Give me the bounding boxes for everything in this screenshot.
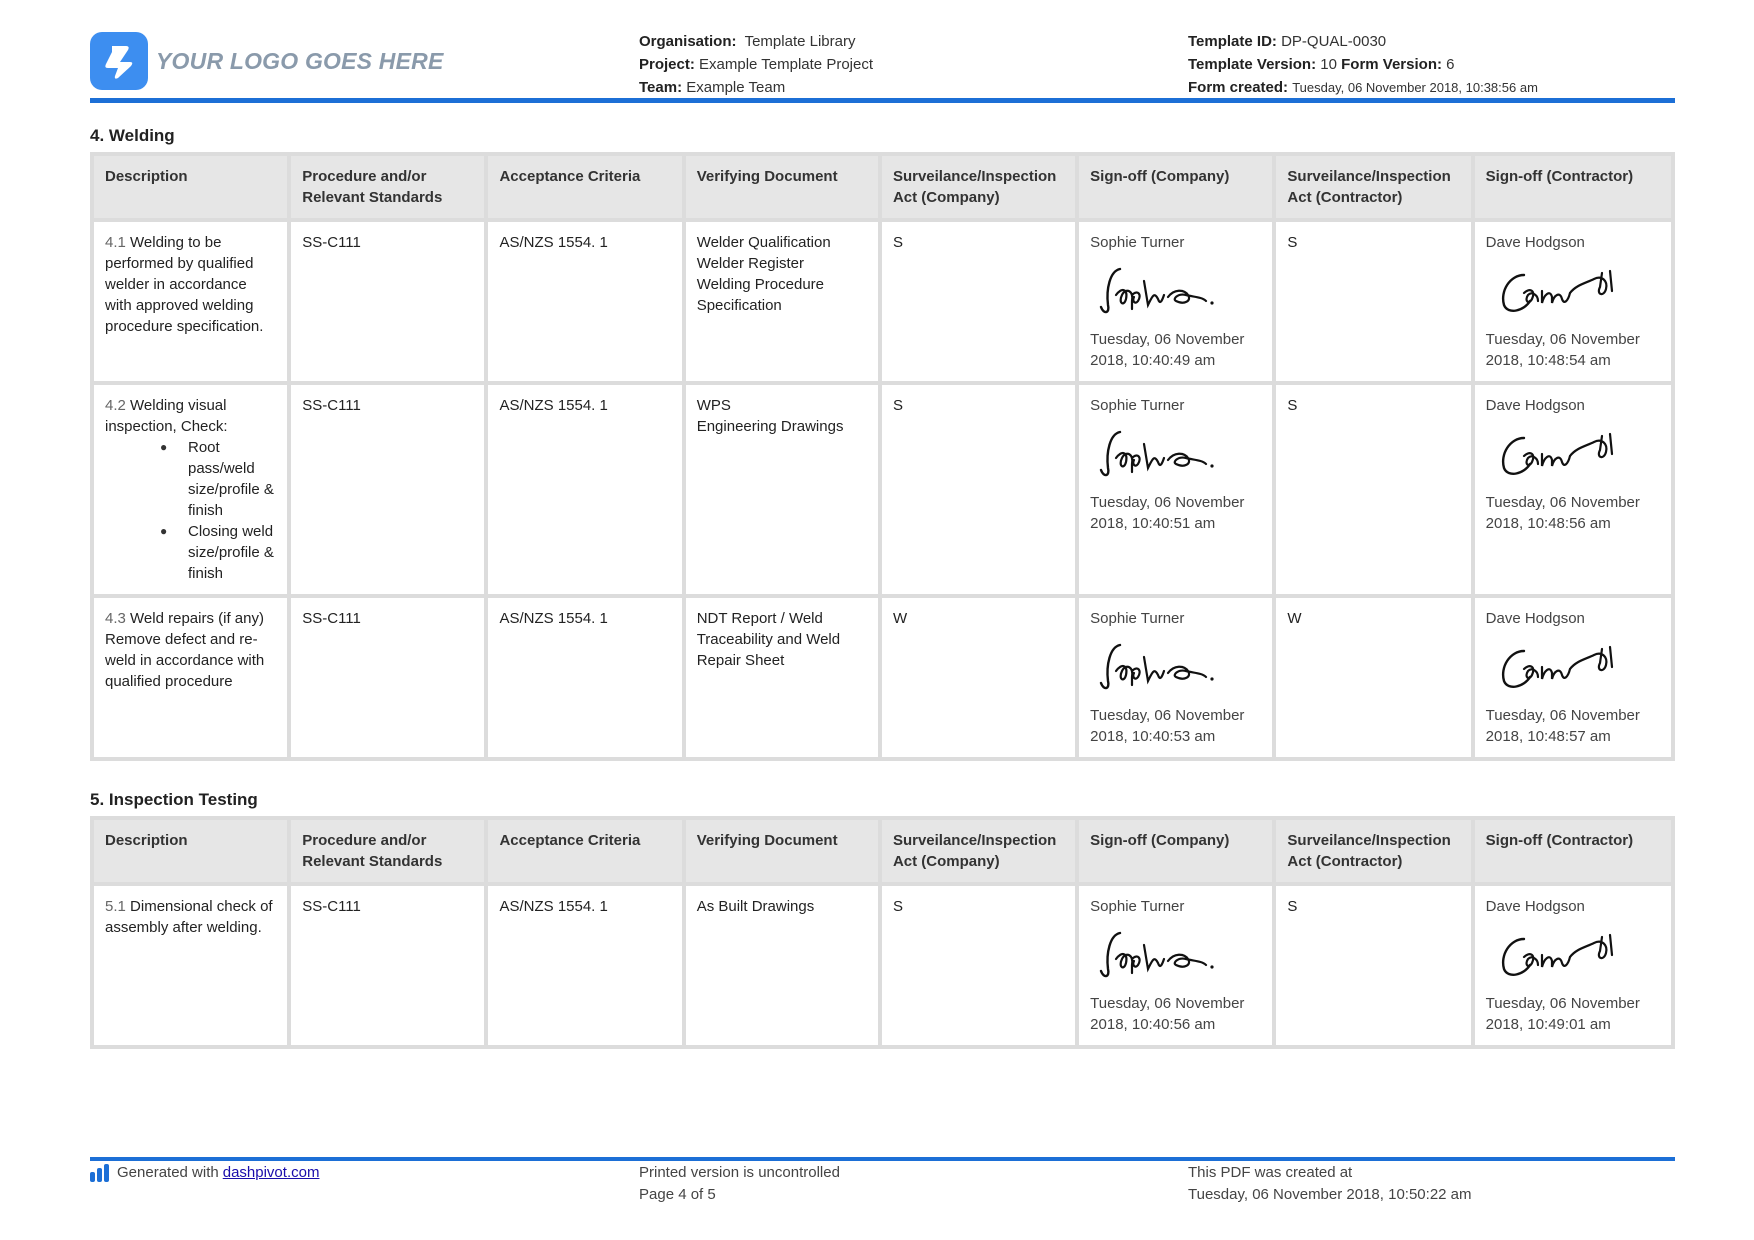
- dashpivot-link[interactable]: dashpivot.com: [222, 1164, 320, 1181]
- table-row: [92, 884, 1673, 1047]
- contractor-signature-image: [1494, 424, 1624, 484]
- act-company-cell: S: [880, 220, 1077, 383]
- company-signoff-timestamp: Tuesday, 06 November 2018, 10:40:49 am: [1090, 331, 1245, 369]
- contractor-signoff-timestamp: Tuesday, 06 November 2018, 10:48:54 am: [1485, 331, 1640, 369]
- logo-icon: [90, 32, 148, 90]
- footer-divider: [90, 1157, 1675, 1161]
- uncontrolled-text: Printed version is uncontrolled: [639, 1164, 840, 1181]
- dashpivot-bars-icon: [90, 1164, 111, 1182]
- team-value: Example Team: [686, 79, 786, 96]
- item-number: 4.1: [105, 234, 126, 251]
- table-row: [92, 596, 1673, 759]
- footer-print-info: [639, 1162, 840, 1206]
- verifying-document-cell: [684, 596, 880, 759]
- verifying-document: WPS: [696, 397, 731, 414]
- column-header-acceptance: Acceptance Criteria: [486, 154, 683, 220]
- company-signer-name: Sophie Turner: [1090, 397, 1185, 414]
- form-version-value: 6: [1446, 56, 1455, 73]
- procedure-cell: SS-C111: [289, 383, 486, 596]
- contractor-signer-name: Dave Hodgson: [1485, 234, 1585, 251]
- column-header-signoff-company: Sign-off (Company): [1077, 818, 1274, 884]
- check-list-item: ● Root pass/weld size/profile & finish: [160, 437, 276, 521]
- template-id-value: DP-QUAL-0030: [1281, 33, 1387, 50]
- description-cell: [92, 884, 289, 1047]
- signoff-company-cell: [1077, 596, 1274, 759]
- act-contractor-cell: S: [1274, 383, 1472, 596]
- company-signature-image: [1098, 637, 1228, 697]
- page-header: [90, 28, 1675, 104]
- template-version-label: Template Version:: [1188, 56, 1317, 73]
- item-number: 4.3: [105, 610, 126, 627]
- logo-text: YOUR LOGO GOES HERE: [156, 47, 444, 74]
- logo: [90, 32, 444, 90]
- column-header-signoff-company: Sign-off (Company): [1077, 154, 1274, 220]
- description-cell: [92, 383, 289, 596]
- item-number: 5.1: [105, 898, 126, 915]
- item-description: Dimensional check of assembly after welding.: [105, 898, 273, 936]
- column-header-verifying-document: Verifying Document: [684, 818, 880, 884]
- contractor-signoff-timestamp: Tuesday, 06 November 2018, 10:48:57 am: [1485, 707, 1640, 745]
- organisation-label: Organisation:: [639, 33, 737, 50]
- company-signature-image: [1098, 925, 1228, 985]
- acceptance-cell: AS/NZS 1554. 1: [486, 220, 683, 383]
- team-label: Team:: [639, 79, 683, 96]
- acceptance-cell: AS/NZS 1554. 1: [486, 596, 683, 759]
- project-meta: [639, 30, 873, 99]
- act-company-cell: W: [880, 596, 1077, 759]
- contractor-signature-image: [1494, 637, 1624, 697]
- signoff-contractor-cell: [1473, 220, 1673, 383]
- signoff-contractor-cell: [1473, 596, 1673, 759]
- act-contractor-cell: W: [1274, 596, 1472, 759]
- column-header-act-company: Surveilance/Inspection Act (Company): [880, 154, 1077, 220]
- column-header-procedure: Procedure and/or Relevant Standards: [289, 818, 486, 884]
- table-header-row: [92, 154, 1673, 220]
- form-version-label: Form Version:: [1341, 56, 1442, 73]
- acceptance-cell: AS/NZS 1554. 1: [486, 884, 683, 1047]
- act-company-cell: S: [880, 383, 1077, 596]
- header-divider: [90, 98, 1675, 103]
- contractor-signer-name: Dave Hodgson: [1485, 610, 1585, 627]
- acceptance-cell: AS/NZS 1554. 1: [486, 383, 683, 596]
- contractor-signer-name: Dave Hodgson: [1485, 397, 1585, 414]
- signoff-company-cell: [1077, 884, 1274, 1047]
- signoff-company-cell: [1077, 220, 1274, 383]
- section-title-welding: 4. Welding: [90, 126, 175, 145]
- contractor-signoff-timestamp: Tuesday, 06 November 2018, 10:49:01 am: [1485, 995, 1640, 1033]
- template-id-label: Template ID:: [1188, 33, 1277, 50]
- signoff-company-cell: [1077, 383, 1274, 596]
- page-number: Page 4 of 5: [639, 1186, 716, 1203]
- company-signature-image: [1098, 261, 1228, 321]
- pdf-created-value: Tuesday, 06 November 2018, 10:50:22 am: [1188, 1186, 1472, 1203]
- organisation-value: Template Library: [744, 33, 856, 50]
- table-header-row: [92, 818, 1673, 884]
- table-row: [92, 220, 1673, 383]
- column-header-description: Description: [92, 818, 289, 884]
- verifying-document: NDT Report / Weld Traceability and Weld Repair Sheet: [696, 610, 841, 669]
- verifying-document-cell: [684, 383, 880, 596]
- template-meta: [1188, 30, 1538, 99]
- company-signoff-timestamp: Tuesday, 06 November 2018, 10:40:51 am: [1090, 494, 1245, 532]
- column-header-acceptance: Acceptance Criteria: [486, 818, 683, 884]
- verifying-document: Welder Register: [696, 255, 804, 272]
- generated-with-text: Generated with: [117, 1164, 219, 1181]
- form-created-label: Form created:: [1188, 79, 1289, 96]
- signoff-contractor-cell: [1473, 884, 1673, 1047]
- procedure-cell: SS-C111: [289, 220, 486, 383]
- column-header-act-contractor: Surveilance/Inspection Act (Contractor): [1274, 818, 1472, 884]
- company-signer-name: Sophie Turner: [1090, 898, 1185, 915]
- verifying-document: Engineering Drawings: [696, 418, 844, 435]
- act-contractor-cell: S: [1274, 884, 1472, 1047]
- contractor-signature-image: [1494, 261, 1624, 321]
- item-description: Welding to be performed by qualified welder in accordance with approved welding procedure specification.: [105, 234, 264, 335]
- company-signer-name: Sophie Turner: [1090, 234, 1185, 251]
- item-number: 4.2: [105, 397, 126, 414]
- act-company-cell: S: [880, 884, 1077, 1047]
- company-signature-image: [1098, 424, 1228, 484]
- column-header-act-contractor: Surveilance/Inspection Act (Contractor): [1274, 154, 1472, 220]
- footer-generated: [90, 1162, 319, 1184]
- company-signoff-timestamp: Tuesday, 06 November 2018, 10:40:56 am: [1090, 995, 1245, 1033]
- item-description: Weld repairs (if any) Remove defect and re-weld in accordance with qualified procedure: [105, 610, 265, 690]
- form-created-value: Tuesday, 06 November 2018, 10:38:56 am: [1292, 80, 1538, 95]
- column-header-verifying-document: Verifying Document: [684, 154, 880, 220]
- verifying-document-cell: [684, 220, 880, 383]
- contractor-signature-image: [1494, 925, 1624, 985]
- procedure-cell: SS-C111: [289, 884, 486, 1047]
- column-header-signoff-contractor: Sign-off (Contractor): [1473, 154, 1673, 220]
- inspection-table: [90, 816, 1675, 1049]
- column-header-act-company: Surveilance/Inspection Act (Company): [880, 818, 1077, 884]
- check-list-item: ● Closing weld size/profile & finish: [160, 521, 276, 584]
- column-header-description: Description: [92, 154, 289, 220]
- column-header-procedure: Procedure and/or Relevant Standards: [289, 154, 486, 220]
- footer-created: [1188, 1162, 1472, 1206]
- check-list: [160, 437, 276, 584]
- table-row: [92, 383, 1673, 596]
- contractor-signer-name: Dave Hodgson: [1485, 898, 1585, 915]
- description-cell: [92, 596, 289, 759]
- description-cell: [92, 220, 289, 383]
- project-label: Project:: [639, 56, 695, 73]
- project-value: Example Template Project: [699, 56, 874, 73]
- welding-table: [90, 152, 1675, 761]
- item-description: Welding visual inspection, Check:: [105, 397, 228, 435]
- column-header-signoff-contractor: Sign-off (Contractor): [1473, 818, 1673, 884]
- act-contractor-cell: S: [1274, 220, 1472, 383]
- verifying-document: As Built Drawings: [696, 898, 815, 915]
- section-title-inspection: 5. Inspection Testing: [90, 790, 258, 809]
- verifying-document: Welding Procedure Specification: [696, 276, 824, 314]
- company-signoff-timestamp: Tuesday, 06 November 2018, 10:40:53 am: [1090, 707, 1245, 745]
- procedure-cell: SS-C111: [289, 596, 486, 759]
- verifying-document-cell: [684, 884, 880, 1047]
- verifying-document: Welder Qualification: [696, 234, 831, 251]
- signoff-contractor-cell: [1473, 383, 1673, 596]
- contractor-signoff-timestamp: Tuesday, 06 November 2018, 10:48:56 am: [1485, 494, 1640, 532]
- template-version-value: 10: [1320, 56, 1337, 73]
- company-signer-name: Sophie Turner: [1090, 610, 1185, 627]
- pdf-created-label: This PDF was created at: [1188, 1164, 1353, 1181]
